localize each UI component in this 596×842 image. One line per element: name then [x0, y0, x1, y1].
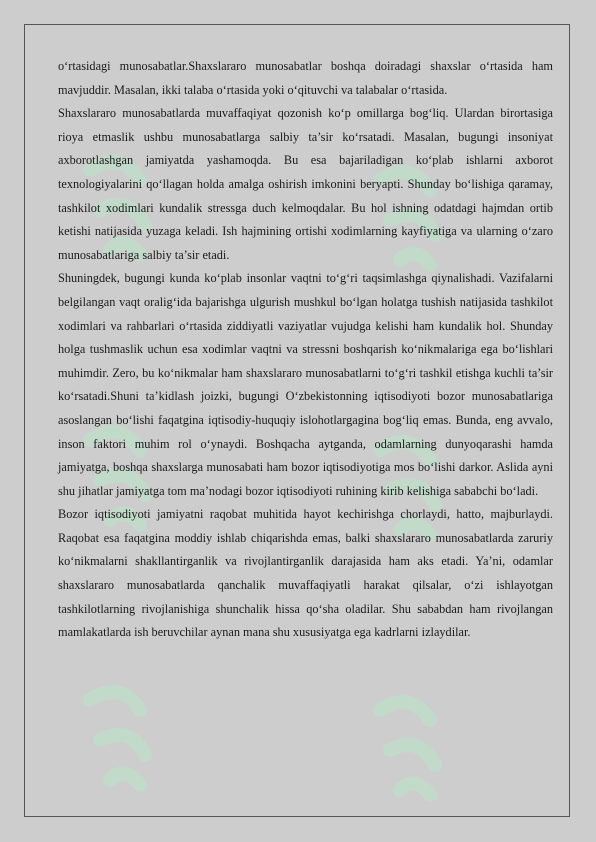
paragraph: o‘rtasidagi munosabatlar.Shaxslararo munosabatlar boshqa doiradagi shaxslar o‘rtasida ham mavjuddir. Masalan, ikki talaba o‘rtasida yoki o‘qituvchi va talabalar o‘rtasida. [58, 59, 553, 97]
paragraph: Shaxslararo munosabatlarda muvaffaqiyat qozonish ko‘p omillarga bog‘liq. Ulardan birortasiga rioya etmaslik ushbu munosabatlarga salbiy ta’sir ko‘rsatadi. Masalan, bugungi insoniyat axborotlashgan jamiyatda yashamoqda. Bu esa bajariladigan ko‘plab ishlarni axborot texnologiyalarini qo‘llagan holda amalga oshirish imkonini beryapti. Shunday bo‘lishiga qaramay, tashkilot xodimlari kundalik stressga duch kelmoqdalar. Bu hol ishning odatdagi hajmdan ortib ketishi natijasida yuzaga keladi. Ish hajmining ortishi xodimlarning kayfiyatiga va ularning o‘zaro munosabatlariga salbiy ta’sir etadi. [58, 106, 553, 262]
paragraph: Bozor iqtisodiyoti jamiyatni raqobat muhitida hayot kechirishga chorlaydi, hatto, majburlaydi. Raqobat esa faqatgina moddiy ishlab chiqarishda emas, balki shaxslararo munosabatlarda zaruriy ko‘nikmalarni shakllantirganlik va rivojlantirganlik darajasida ham aks etadi. Ya’ni, odamlar shaxslararo munosabatlarda qanchalik muvaffaqiyatli harakat qilsalar, o‘zi ishlayotgan tashkilotlarning rivojlanishiga shunchalik hissa qo‘sha oladilar. Shu sababdan ham rivojlangan mamlakatlarda ish beruvchilar aynan mana shu xususiyatga ega kadrlarni izlaydilar. [58, 507, 553, 640]
paragraph: Shuningdek, bugungi kunda ko‘plab insonlar vaqtni to‘g‘ri taqsimlashga qiynalishadi. Vazifalarni belgilangan vaqt oralig‘ida bajarishga ulgurish mushkul bo‘lgan holatga tushish natijasida tashkilot xodimlari va rahbarlari o‘rtasida ziddiyatli vaziyatlar vujudga kelishi ham kundalik hol. Shunday holga tushmaslik uchun esa xodimlar vaqtni va stressni boshqarish ko‘nikmalariga ega bo‘lishlari muhimdir. Zero, bu ko‘nikmalar ham shaxslararo munosabatlarni to‘g‘ri tashkil etishga kuchli ta’sir ko‘rsatadi.Shuni ta’kidlash joizki, bugungi O‘zbekistonning iqtisodiyoti bozor munosabatlariga asoslangan bo‘lishi faqatgina iqtisodiy-huquqiy islohotlargagina bog‘liq emas. Bunda, eng avvalo, inson faktori muhim rol o‘ynaydi. Boshqacha aytganda, odamlarning dunyoqarashi hamda jamiyatga, boshqa shaxslarga munosabati ham bozor iqtisodiyotiga mos bo‘lishi darkor. Aslida ayni shu jihatlar jamiyatga tom ma’nodagi bozor iqtisodiyoti ruhining kirib kelishiga sababchi bo‘ladi. [58, 271, 553, 498]
document-body [58, 55, 553, 645]
